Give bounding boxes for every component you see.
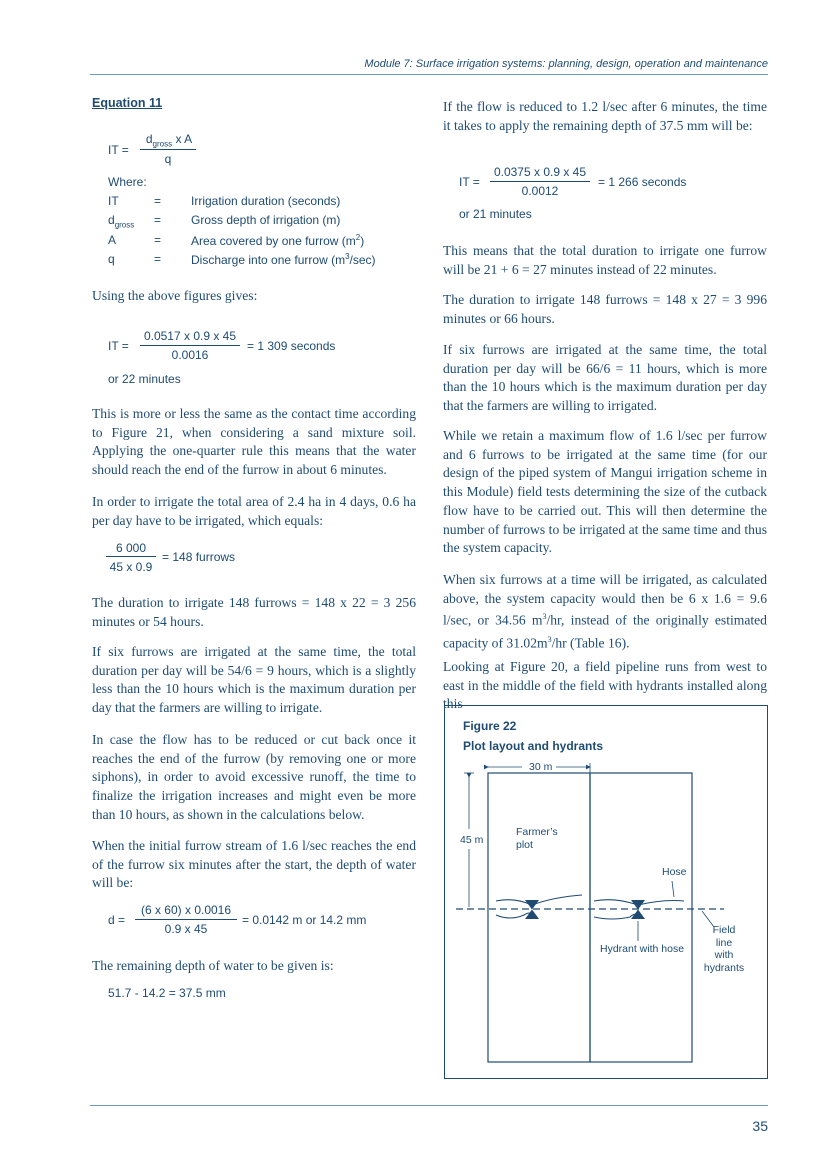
hose-leader xyxy=(672,881,674,897)
paragraph: The duration to irrigate 148 furrows = 148 x 22 = 3 256 minutes or 54 hours. xyxy=(92,595,416,629)
var-symbol: IT xyxy=(108,194,119,208)
var-equals: = xyxy=(154,233,162,247)
paragraph: When the initial furrow stream of 1.6 l/sec reaches the end of the furrow six minutes after the start, the depth of water will be: xyxy=(92,838,416,891)
calc-denominator: 0.0012 xyxy=(521,184,559,198)
var-equals: = xyxy=(154,194,162,208)
calc-result: = 148 furrows xyxy=(162,550,236,564)
calc-lhs: IT = xyxy=(108,339,129,353)
paragraph: The duration to irrigate 148 furrows = 148 x 27 = 3 996 minutes or 66 hours. xyxy=(443,292,767,326)
var-description: Area covered by one furrow $(m^2)$ xyxy=(191,233,365,248)
footer-rule xyxy=(90,1105,768,1106)
var-equals: = xyxy=(154,252,162,266)
hose-right-lower xyxy=(594,914,638,919)
calc-lhs: d = xyxy=(108,913,126,927)
calc-result: = 0.0142 m or 14.2 mm xyxy=(242,913,367,927)
calc-note: or 22 minutes xyxy=(108,372,181,386)
paragraph: Looking at Figure 20, a field pipeline runs from west to east in the middle of the field with hydrants installed along this xyxy=(443,659,767,712)
plot-layout-diagram xyxy=(444,705,768,1079)
var-description: Irrigation duration (seconds) xyxy=(191,194,341,208)
var-description: Discharge into one furrow $(m^3/\sec)$ xyxy=(191,252,376,267)
figure-caption: Plot layout and hydrants xyxy=(463,739,604,753)
calc-lhs: IT = xyxy=(459,175,480,189)
paragraph: In case the flow has to be reduced or cut back once it reaches the end of the furrow (by removing one or more siphons), in order to avoid excessive runoff, the time to finalize the irrigation increases and might even be more than 10 hours, as shown in the calculations below. xyxy=(92,732,416,822)
calc-numerator: (6 x 60) x 0.0016 xyxy=(140,903,232,917)
equation-denominator: q xyxy=(164,152,172,166)
paragraph: If six furrows are irrigated at the same time, the total duration per day will be 54/6 = 9 hours, which is a slightly less than the 10 hours which is the maximum duration per day that the farmers are willing to irrigate. xyxy=(92,644,416,716)
equation-numerator: $d_{gross}$ x A xyxy=(145,132,193,149)
header-rule xyxy=(90,74,768,75)
field-line-label: Field line with hydrants xyxy=(703,924,745,974)
calc-result: = 1 266 seconds xyxy=(598,175,687,189)
hose-label: Hose xyxy=(662,866,687,878)
paragraph: Using the above figures gives: xyxy=(92,288,258,303)
paragraph: If six furrows are irrigated at the same time, the total duration per day will be 66/6 = 11 hours, which is more than the 10 hours which is the maximum duration per day that the farmers are willing to irrigated. xyxy=(443,342,767,414)
running-header: Module 7: Surface irrigation systems: planning, design, operation and maintenance xyxy=(364,58,768,70)
calc-fraction-bar xyxy=(140,345,240,346)
length-label: 45 m xyxy=(460,834,484,846)
calc-fraction-bar xyxy=(490,181,590,182)
calc-line: 51.7 - 14.2 = 37.5 mm xyxy=(108,986,226,1000)
paragraph: In order to irrigate the total area of 2.4 ha in 4 days, 0.6 ha per day have to be irrigated, which equals: xyxy=(92,494,416,528)
calc-numerator: 6 000 xyxy=(115,541,147,555)
calc-denominator: 0.9 x 45 xyxy=(164,922,208,936)
figure-number: Figure 22 xyxy=(463,719,517,733)
calc-fraction-bar xyxy=(106,556,156,557)
equation-title: Equation 11 xyxy=(92,96,163,110)
farmers-plot-label: plot xyxy=(516,839,533,851)
paragraph: When six furrows at a time will be irrigated, as calculated above, the system capacity would then be 6 x 1.6 = 9.6 l/sec, or 34.56 $m^3/hr$, instead of the originally estimated capacity of $31.02m^3/hr$ (Table 16). xyxy=(443,572,767,651)
calc-numerator: 0.0375 x 0.9 x 45 xyxy=(493,165,587,179)
calc-result: = 1 309 seconds xyxy=(247,339,336,353)
calc-denominator: 45 x 0.9 xyxy=(109,560,153,574)
width-label: 30 m xyxy=(529,761,553,773)
page-number: 35 xyxy=(752,1118,768,1134)
calc-denominator: 0.0016 xyxy=(171,348,209,362)
var-description: Gross depth of irrigation (m) xyxy=(191,213,341,227)
var-symbol: q xyxy=(108,252,115,266)
farmers-plot-label: Farmer’s xyxy=(516,826,558,838)
paragraph: While we retain a maximum flow of 1.6 l/sec per furrow and 6 furrows to be irrigated at the same time (for our design of the piped system of Mangui irrigation scheme in this Module) field tests determining the size of the cutback flow have to be carried out. This will then determine the number of furrows to be irrigated at the same time and thus the system capacity. xyxy=(443,428,767,556)
equation-fraction-bar xyxy=(140,149,196,150)
calc-numerator: 0.0517 x 0.9 x 45 xyxy=(143,329,237,343)
var-equals: = xyxy=(154,213,162,227)
paragraph: The remaining depth of water to be given is: xyxy=(92,958,334,973)
calc-fraction-bar xyxy=(135,919,237,920)
paragraph: This is more or less the same as the contact time according to Figure 21, when considering a sand mixture soil. Applying the one-quarter rule this means that the water should reach the end of the furrow in about 6 minutes. xyxy=(92,406,416,478)
var-symbol: $d_{gross}$ xyxy=(108,213,135,230)
var-symbol: A xyxy=(108,233,117,247)
calc-note: or 21 minutes xyxy=(459,207,532,221)
paragraph: If the flow is reduced to 1.2 l/sec after 6 minutes, the time it takes to apply the remaining depth of 37.5 mm will be: xyxy=(443,99,767,133)
equation-lhs: IT = xyxy=(108,143,129,157)
where-label: Where: xyxy=(108,175,147,189)
hydrant-with-hose-label: Hydrant with hose xyxy=(600,943,685,955)
paragraph: This means that the total duration to irrigate one furrow will be 21 + 6 = 27 minutes instead of 22 minutes. xyxy=(443,243,767,277)
